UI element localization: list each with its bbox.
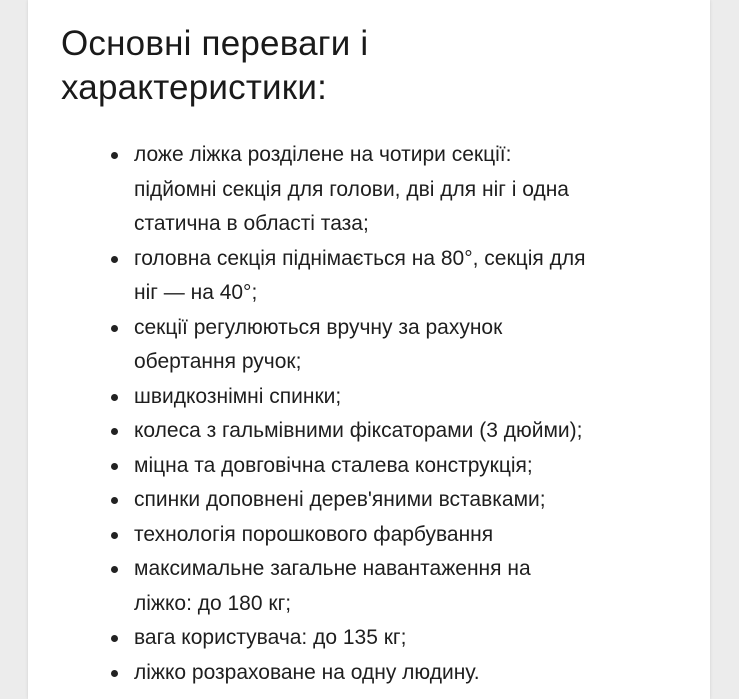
list-item (106, 311, 706, 380)
list-item-text: технологія порошкового фарбування (134, 522, 494, 546)
bullet-icon (111, 394, 118, 401)
bullet-icon (111, 463, 118, 470)
list-item-text: вага користувача: до 135 кг; (134, 626, 407, 649)
list-item-text: швидкознімні спинки; (134, 384, 342, 408)
list-item (106, 380, 706, 415)
list-item (106, 656, 706, 691)
bullet-icon (111, 256, 118, 263)
list-item (106, 242, 706, 311)
bullet-icon (111, 152, 118, 159)
list-item (106, 518, 706, 553)
bullet-icon (111, 325, 118, 332)
list-item (106, 449, 706, 484)
bullet-icon (111, 566, 118, 573)
bullet-icon (111, 428, 118, 435)
bullet-icon (111, 497, 118, 504)
list-item-text: максимальне загальне навантаження на ліжко: до 180 кг; (134, 557, 531, 615)
document-page (28, 0, 710, 699)
list-item (106, 414, 706, 449)
list-item (106, 552, 706, 621)
list-item-text: колеса з гальмівними фіксаторами (3 дюйми); (134, 419, 583, 442)
list-item-text: міцна та довговічна сталева конструкція; (134, 453, 533, 477)
bullet-icon (111, 532, 118, 539)
list-item-text: секції регулюються вручну за рахунок обертання ручок; (134, 315, 503, 373)
list-item-text: головна секція піднімається на 80°, секція для ніг — на 40°; (134, 246, 586, 304)
list-item (106, 483, 706, 518)
features-list (106, 138, 706, 690)
list-item-text: ложе ліжка розділене на чотири секції: підйомні секція для голови, дві для ніг і одна статична в області таза; (134, 143, 569, 235)
list-item (106, 138, 706, 242)
list-item (106, 621, 706, 656)
list-item-text: спинки доповнені дерев'яними вставками; (134, 488, 546, 511)
list-item-text: ліжко розраховане на одну людину. (134, 660, 480, 684)
section-heading: Основні переваги і характеристики: (61, 24, 369, 107)
bullet-icon (111, 635, 118, 642)
bullet-icon (111, 670, 118, 677)
